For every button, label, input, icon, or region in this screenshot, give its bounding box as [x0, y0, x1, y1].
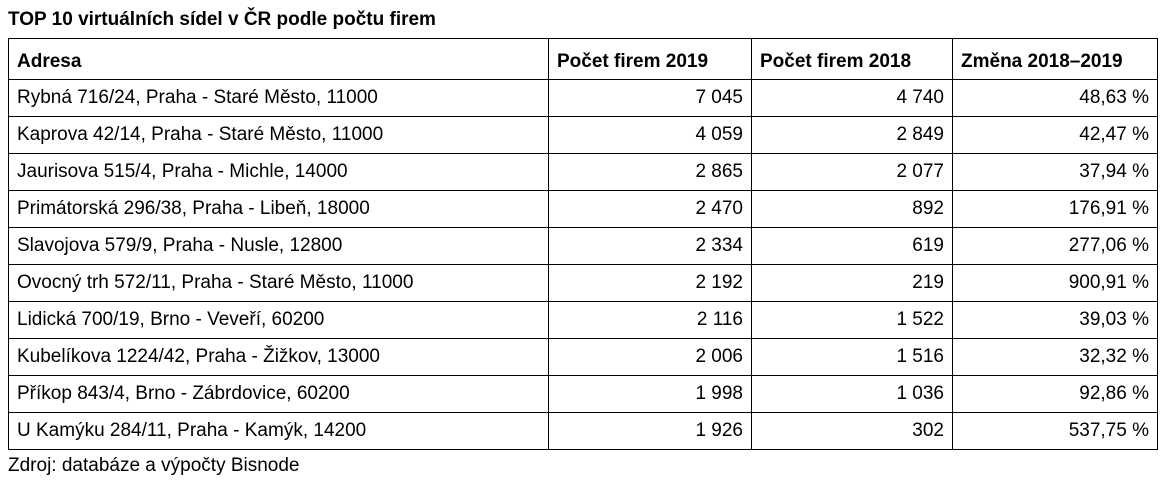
- cell-firms-2019: 2 192: [549, 265, 752, 302]
- table-row: [9, 228, 1158, 265]
- cell-firms-2018: 1 522: [752, 302, 953, 339]
- cell-firms-2018: 892: [752, 191, 953, 228]
- cell-firms-2019: 2 116: [549, 302, 752, 339]
- cell-address: Příkop 843/4, Brno - Zábrdovice, 60200: [9, 376, 549, 413]
- cell-change: 92,86 %: [953, 376, 1158, 413]
- cell-firms-2018: 1 516: [752, 339, 953, 376]
- cell-change: 176,91 %: [953, 191, 1158, 228]
- cell-firms-2018: 4 740: [752, 80, 953, 117]
- table-row: [9, 339, 1158, 376]
- cell-address: Kaprova 42/14, Praha - Staré Město, 11000: [9, 117, 549, 154]
- cell-change: 900,91 %: [953, 265, 1158, 302]
- cell-firms-2019: 2 470: [549, 191, 752, 228]
- table-row: [9, 265, 1158, 302]
- source-note: Zdroj: databáze a výpočty Bisnode: [8, 455, 300, 476]
- table-row: [9, 413, 1158, 450]
- page-title: TOP 10 virtuálních sídel v ČR podle počtu firem: [8, 9, 436, 30]
- cell-firms-2019: 2 865: [549, 154, 752, 191]
- cell-firms-2018: 302: [752, 413, 953, 450]
- cell-firms-2018: 219: [752, 265, 953, 302]
- table-row: [9, 117, 1158, 154]
- table-row: [9, 376, 1158, 413]
- cell-firms-2019: 2 334: [549, 228, 752, 265]
- column-header-address: Adresa: [9, 39, 549, 80]
- cell-change: 32,32 %: [953, 339, 1158, 376]
- column-header-change: Změna 2018–2019: [953, 39, 1158, 80]
- cell-address: Slavojova 579/9, Praha - Nusle, 12800: [9, 228, 549, 265]
- column-header-firms-2019: Počet firem 2019: [549, 39, 752, 80]
- table-row: [9, 302, 1158, 339]
- cell-address: Kubelíkova 1224/42, Praha - Žižkov, 13000: [9, 339, 549, 376]
- cell-firms-2019: 7 045: [549, 80, 752, 117]
- cell-firms-2019: 4 059: [549, 117, 752, 154]
- cell-firms-2018: 1 036: [752, 376, 953, 413]
- table-row: [9, 191, 1158, 228]
- table-row: [9, 80, 1158, 117]
- column-header-firms-2018: Počet firem 2018: [752, 39, 953, 80]
- cell-change: 42,47 %: [953, 117, 1158, 154]
- cell-change: 537,75 %: [953, 413, 1158, 450]
- cell-firms-2018: 619: [752, 228, 953, 265]
- cell-firms-2019: 1 998: [549, 376, 752, 413]
- cell-firms-2018: 2 077: [752, 154, 953, 191]
- table-row: [9, 154, 1158, 191]
- cell-firms-2018: 2 849: [752, 117, 953, 154]
- cell-address: Jaurisova 515/4, Praha - Michle, 14000: [9, 154, 549, 191]
- cell-change: 277,06 %: [953, 228, 1158, 265]
- cell-change: 48,63 %: [953, 80, 1158, 117]
- table-header-row: [9, 39, 1158, 80]
- cell-firms-2019: 1 926: [549, 413, 752, 450]
- cell-address: Ovocný trh 572/11, Praha - Staré Město, 11000: [9, 265, 549, 302]
- cell-address: Primátorská 296/38, Praha - Libeň, 18000: [9, 191, 549, 228]
- cell-firms-2019: 2 006: [549, 339, 752, 376]
- cell-change: 37,94 %: [953, 154, 1158, 191]
- cell-address: Lidická 700/19, Brno - Veveří, 60200: [9, 302, 549, 339]
- virtual-offices-table: [8, 38, 1158, 450]
- cell-address: U Kamýku 284/11, Praha - Kamýk, 14200: [9, 413, 549, 450]
- cell-change: 39,03 %: [953, 302, 1158, 339]
- cell-address: Rybná 716/24, Praha - Staré Město, 11000: [9, 80, 549, 117]
